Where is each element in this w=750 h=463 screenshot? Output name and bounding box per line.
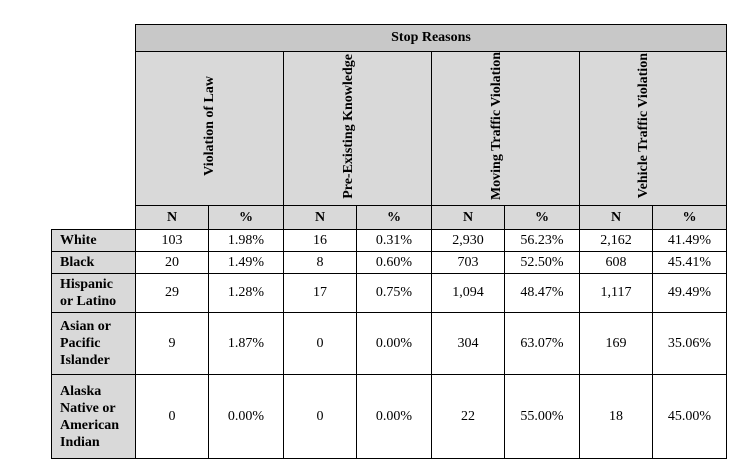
count-cell: 0 — [284, 375, 357, 459]
percent-cell: 48.47% — [505, 274, 580, 313]
count-cell: 1,117 — [580, 274, 653, 313]
table-row — [52, 230, 727, 252]
row-header: White — [52, 230, 136, 252]
table-row — [52, 252, 727, 274]
percent-cell: 45.00% — [653, 375, 727, 459]
percent-cell: 45.41% — [653, 252, 727, 274]
column-header-label: Vehicle Traffic Violation — [636, 53, 651, 199]
table-row — [52, 375, 727, 459]
table-title: Stop Reasons — [136, 25, 727, 52]
subheader-percent: % — [653, 206, 727, 230]
percent-cell: 1.28% — [209, 274, 284, 313]
percent-cell: 0.75% — [357, 274, 432, 313]
subheader-n: N — [136, 206, 209, 230]
table-row — [52, 274, 727, 313]
count-cell: 103 — [136, 230, 209, 252]
percent-cell: 0.60% — [357, 252, 432, 274]
count-cell: 169 — [580, 313, 653, 375]
row-header: Asian or Pacific Islander — [52, 313, 136, 375]
count-cell: 22 — [432, 375, 505, 459]
count-cell: 703 — [432, 252, 505, 274]
corner-blank — [52, 25, 136, 52]
corner-blank — [52, 206, 136, 230]
count-cell: 1,094 — [432, 274, 505, 313]
subheader-percent: % — [505, 206, 580, 230]
subheader-n: N — [284, 206, 357, 230]
subheader-n: N — [580, 206, 653, 230]
percent-cell: 56.23% — [505, 230, 580, 252]
percent-cell: 1.87% — [209, 313, 284, 375]
column-header-label: Pre-Existing Knowledge — [340, 53, 356, 199]
column-header — [432, 52, 580, 206]
count-cell: 8 — [284, 252, 357, 274]
count-cell: 2,930 — [432, 230, 505, 252]
percent-cell: 55.00% — [505, 375, 580, 459]
count-cell: 16 — [284, 230, 357, 252]
count-cell: 0 — [284, 313, 357, 375]
count-cell: 304 — [432, 313, 505, 375]
subheader-percent: % — [209, 206, 284, 230]
column-header-label: Violation of Law — [201, 76, 217, 176]
count-cell: 0 — [136, 375, 209, 459]
count-cell: 608 — [580, 252, 653, 274]
corner-blank — [52, 52, 136, 206]
percent-cell: 41.49% — [653, 230, 727, 252]
percent-cell: 0.00% — [357, 375, 432, 459]
percent-cell: 0.00% — [209, 375, 284, 459]
percent-cell: 0.00% — [357, 313, 432, 375]
subheader-n: N — [432, 206, 505, 230]
count-cell: 18 — [580, 375, 653, 459]
column-header — [284, 52, 432, 206]
row-header: Hispanic or Latino — [52, 274, 136, 313]
column-header — [580, 52, 727, 206]
percent-cell: 35.06% — [653, 313, 727, 375]
table-row — [52, 313, 727, 375]
row-header: Black — [52, 252, 136, 274]
count-cell: 20 — [136, 252, 209, 274]
column-header-label: Moving Traffic Violation — [488, 52, 504, 201]
percent-cell: 63.07% — [505, 313, 580, 375]
percent-cell: 1.98% — [209, 230, 284, 252]
percent-cell: 52.50% — [505, 252, 580, 274]
row-header: Alaska Native or American Indian — [52, 375, 136, 459]
count-cell: 17 — [284, 274, 357, 313]
percent-cell: 49.49% — [653, 274, 727, 313]
count-cell: 9 — [136, 313, 209, 375]
subheader-percent: % — [357, 206, 432, 230]
column-header — [136, 52, 284, 206]
percent-cell: 1.49% — [209, 252, 284, 274]
percent-cell: 0.31% — [357, 230, 432, 252]
stop-reasons-table — [51, 24, 727, 459]
count-cell: 29 — [136, 274, 209, 313]
count-cell: 2,162 — [580, 230, 653, 252]
